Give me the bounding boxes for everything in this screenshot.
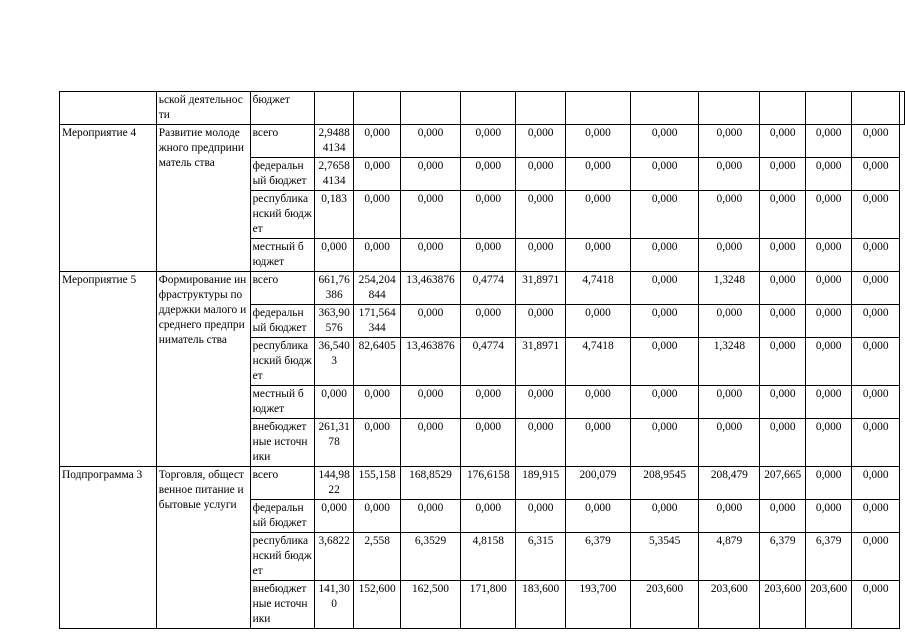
value-cell: 0,000 [760,419,805,467]
value-cell: 0,000 [805,386,851,419]
value-cell: 207,665 [760,467,805,500]
value-cell: 0,000 [852,239,900,272]
funding-source-cell: федеральн ый бюджет [250,305,314,338]
value-cell: 6,379 [565,533,630,581]
value-cell: 0,000 [565,125,630,158]
value-cell: 171,564 344 [354,305,400,338]
value-cell: 0,000 [699,386,760,419]
value-cell: 6,379 [805,533,851,581]
value-cell: 0,000 [565,386,630,419]
value-cell: 141,30 0 [314,581,354,629]
value-cell: 13,463876 [400,272,460,305]
value-cell: 0,000 [314,386,354,419]
funding-source-cell: местный бюджет [250,386,314,419]
value-cell: 4,879 [699,533,760,581]
value-cell: 2,7658 4134 [314,158,354,191]
value-cell: 0,000 [400,158,460,191]
value-cell: 0,000 [852,158,900,191]
value-cell: 0,000 [461,239,516,272]
value-cell: 0,000 [699,305,760,338]
value-cell: 0,4774 [461,338,516,386]
value-cell: 168,8529 [400,467,460,500]
value-cell: 0,000 [400,386,460,419]
value-cell: 0,000 [565,191,630,239]
value-cell: 0,000 [805,272,851,305]
value-cell: 0,000 [805,467,851,500]
value-cell: 82,6405 [354,338,400,386]
value-cell: 0,000 [760,386,805,419]
value-cell: 31,8971 [516,338,565,386]
funding-source-cell: бюджет [250,92,314,125]
value-cell [314,92,354,125]
value-cell: 0,000 [631,158,699,191]
value-cell: 0,000 [516,419,565,467]
value-cell: 0,000 [852,386,900,419]
value-cell: 189,915 [516,467,565,500]
value-cell: 0,183 [314,191,354,239]
description-cell: Развитие молодежного предприниматель ства [156,125,250,272]
value-cell: 0,000 [631,500,699,533]
value-cell [516,92,565,125]
value-cell: 0,000 [461,500,516,533]
value-cell: 0,000 [516,191,565,239]
value-cell: 0,000 [461,191,516,239]
value-cell: 0,000 [565,500,630,533]
value-cell: 0,000 [516,500,565,533]
value-cell: 4,8158 [461,533,516,581]
value-cell: 208,9545 [631,467,699,500]
value-cell: 208,479 [699,467,760,500]
value-cell: 183,600 [516,581,565,629]
table-row [60,125,905,158]
value-cell: 261,31 78 [314,419,354,467]
value-cell: 0,000 [354,386,400,419]
value-cell: 6,315 [516,533,565,581]
value-cell: 203,600 [760,581,805,629]
value-cell: 0,000 [760,191,805,239]
value-cell [699,92,760,125]
value-cell: 2,558 [354,533,400,581]
value-cell: 5,3545 [631,533,699,581]
value-cell: 0,000 [631,419,699,467]
value-cell: 0,000 [852,191,900,239]
description-cell: ьской деятельности [156,92,250,125]
value-cell: 0,000 [631,125,699,158]
value-cell: 0,000 [760,500,805,533]
value-cell: 0,000 [699,500,760,533]
description-cell: Торговля, общественное питание и бытовые услуги [156,467,250,629]
value-cell: 0,000 [760,239,805,272]
value-cell: 254,204 844 [354,272,400,305]
value-cell [900,92,905,125]
value-cell: 176,6158 [461,467,516,500]
value-cell: 0,000 [805,500,851,533]
value-cell: 0,000 [852,125,900,158]
value-cell: 0,000 [354,419,400,467]
value-cell: 0,000 [852,467,900,500]
value-cell: 13,463876 [400,338,460,386]
value-cell: 200,079 [565,467,630,500]
event-cell [60,92,157,125]
value-cell: 0,000 [852,581,900,629]
value-cell: 0,000 [354,500,400,533]
value-cell: 0,000 [565,239,630,272]
value-cell: 0,000 [699,419,760,467]
value-cell [400,92,460,125]
value-cell: 0,000 [805,125,851,158]
value-cell [354,92,400,125]
value-cell: 0,000 [631,386,699,419]
value-cell: 0,000 [516,239,565,272]
value-cell: 0,000 [461,386,516,419]
value-cell: 144,98 22 [314,467,354,500]
value-cell: 0,000 [760,272,805,305]
value-cell: 0,000 [461,158,516,191]
event-cell: Подпрограмма 3 [60,467,157,629]
value-cell: 0,000 [699,239,760,272]
value-cell: 152,600 [354,581,400,629]
funding-source-cell: республика нский бюджет [250,533,314,581]
value-cell: 0,000 [516,305,565,338]
value-cell: 0,000 [516,386,565,419]
event-cell: Мероприятие 4 [60,125,157,272]
value-cell: 0,000 [631,191,699,239]
value-cell [631,92,699,125]
funding-source-cell: республика нский бюджет [250,191,314,239]
value-cell: 0,4774 [461,272,516,305]
value-cell: 0,000 [354,191,400,239]
table-body [60,92,905,629]
value-cell: 0,000 [852,533,900,581]
value-cell: 6,3529 [400,533,460,581]
value-cell: 203,600 [631,581,699,629]
funding-source-cell: внебюджет ные источники [250,581,314,629]
funding-source-cell: всего [250,272,314,305]
event-cell: Мероприятие 5 [60,272,157,467]
value-cell: 31,8971 [516,272,565,305]
value-cell: 0,000 [852,305,900,338]
value-cell: 0,000 [760,305,805,338]
value-cell: 0,000 [400,419,460,467]
table-row [60,272,905,305]
value-cell: 0,000 [516,158,565,191]
funding-source-cell: федеральн ый бюджет [250,500,314,533]
value-cell: 0,000 [400,305,460,338]
value-cell: 0,000 [400,191,460,239]
value-cell: 2,9488 4134 [314,125,354,158]
value-cell: 171,800 [461,581,516,629]
value-cell [852,92,900,125]
value-cell [760,92,805,125]
table-row [60,92,905,125]
value-cell: 0,000 [461,305,516,338]
funding-source-cell: внебюджет ные источники [250,419,314,467]
value-cell: 203,600 [699,581,760,629]
value-cell [565,92,630,125]
value-cell: 0,000 [760,125,805,158]
value-cell: 0,000 [699,191,760,239]
value-cell: 0,000 [760,158,805,191]
value-cell: 0,000 [354,158,400,191]
value-cell: 0,000 [461,419,516,467]
value-cell: 0,000 [699,158,760,191]
table-row [60,467,905,500]
value-cell: 0,000 [314,500,354,533]
value-cell: 0,000 [565,305,630,338]
value-cell: 0,000 [631,239,699,272]
value-cell: 0,000 [354,125,400,158]
value-cell: 0,000 [400,500,460,533]
value-cell: 0,000 [565,419,630,467]
value-cell: 1,3248 [699,272,760,305]
value-cell: 0,000 [400,125,460,158]
value-cell: 162,500 [400,581,460,629]
value-cell [461,92,516,125]
value-cell: 0,000 [805,305,851,338]
value-cell: 1,3248 [699,338,760,386]
value-cell: 0,000 [631,338,699,386]
value-cell: 155,158 [354,467,400,500]
value-cell: 0,000 [400,239,460,272]
value-cell: 0,000 [699,125,760,158]
value-cell: 0,000 [760,338,805,386]
value-cell: 661,76 386 [314,272,354,305]
value-cell: 0,000 [805,158,851,191]
value-cell: 0,000 [461,125,516,158]
value-cell: 363,90 576 [314,305,354,338]
value-cell: 4,7418 [565,338,630,386]
value-cell: 0,000 [516,125,565,158]
funding-source-cell: федеральн ый бюджет [250,158,314,191]
value-cell: 0,000 [314,239,354,272]
value-cell: 0,000 [805,338,851,386]
funding-source-cell: республика нский бюджет [250,338,314,386]
value-cell: 0,000 [852,500,900,533]
value-cell: 0,000 [565,158,630,191]
value-cell: 193,700 [565,581,630,629]
value-cell: 0,000 [805,419,851,467]
budget-table [59,91,905,629]
value-cell: 203,600 [805,581,851,629]
funding-source-cell: всего [250,125,314,158]
value-cell: 0,000 [805,239,851,272]
value-cell: 6,379 [760,533,805,581]
value-cell: 0,000 [631,272,699,305]
value-cell: 0,000 [631,305,699,338]
funding-source-cell: всего [250,467,314,500]
value-cell: 36,540 3 [314,338,354,386]
value-cell: 4,7418 [565,272,630,305]
value-cell: 0,000 [805,191,851,239]
value-cell [805,92,851,125]
value-cell: 0,000 [852,272,900,305]
funding-source-cell: местный бюджет [250,239,314,272]
description-cell: Формирование инфраструктуры поддержки малого и среднего предприниматель ства [156,272,250,467]
value-cell: 0,000 [354,239,400,272]
value-cell: 0,000 [852,419,900,467]
value-cell: 3,6822 [314,533,354,581]
value-cell: 0,000 [852,338,900,386]
